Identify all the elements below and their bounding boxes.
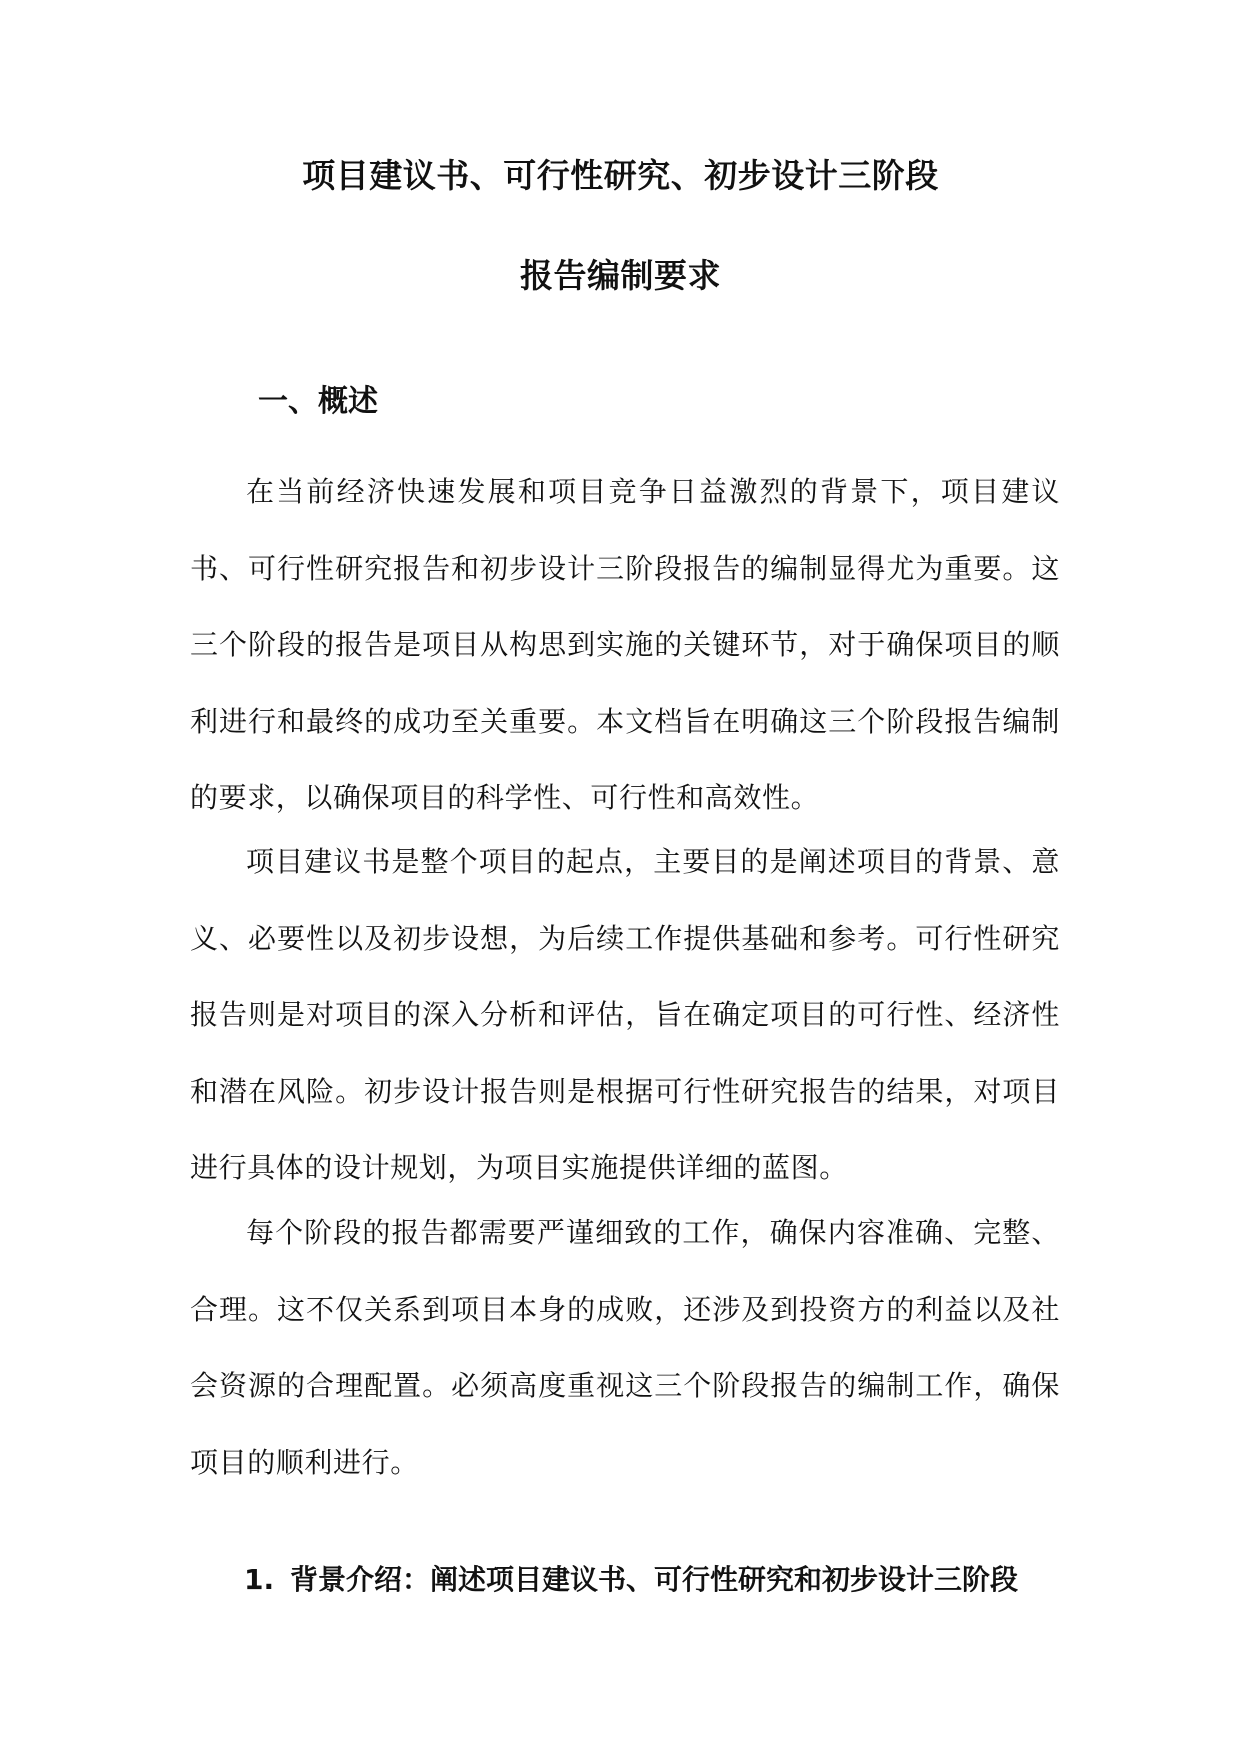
numbered-heading-1 (244, 1560, 1018, 1600)
document-title-line-2: 报告编制要求 (520, 256, 721, 295)
paragraph-3: 每个阶段的报告都需要严谨细致的工作，确保内容准确、完整、合理。这不仅关系到项目本身的成败，还涉及到投资方的利益以及社会资源的合理配置。必须高度重视这三个阶段报告的编制工作，确保项目的顺利进行。 (190, 1216, 1060, 1479)
document-title-line-1: 项目建议书、可行性研究、初步设计三阶段 (302, 156, 939, 195)
numbered-heading-number: 1. (244, 1563, 275, 1596)
numbered-heading-text: 背景介绍：阐述项目建议书、可行性研究和初步设计三阶段 (290, 1563, 1019, 1596)
paragraph-1: 在当前经济快速发展和项目竞争日益激烈的背景下，项目建议书、可行性研究报告和初步设计三阶段报告的编制显得尤为重要。这三个阶段的报告是项目从构思到实施的关键环节，对于确保项目的顺利进行和最终的成功至关重要。本文档旨在明确这三个阶段报告编制的要求，以确保项目的科学性、可行性和高效性。 (190, 475, 1060, 814)
section-heading-overview: 一、概述 (258, 384, 378, 419)
paragraph-2: 项目建议书是整个项目的起点，主要目的是阐述项目的背景、意义、必要性以及初步设想，为后续工作提供基础和参考。可行性研究报告则是对项目的深入分析和评估，旨在确定项目的可行性、经济性和潜在风险。初步设计报告则是根据可行性研究报告的结果，对项目进行具体的设计规划，为项目实施提供详细的蓝图。 (190, 845, 1060, 1184)
